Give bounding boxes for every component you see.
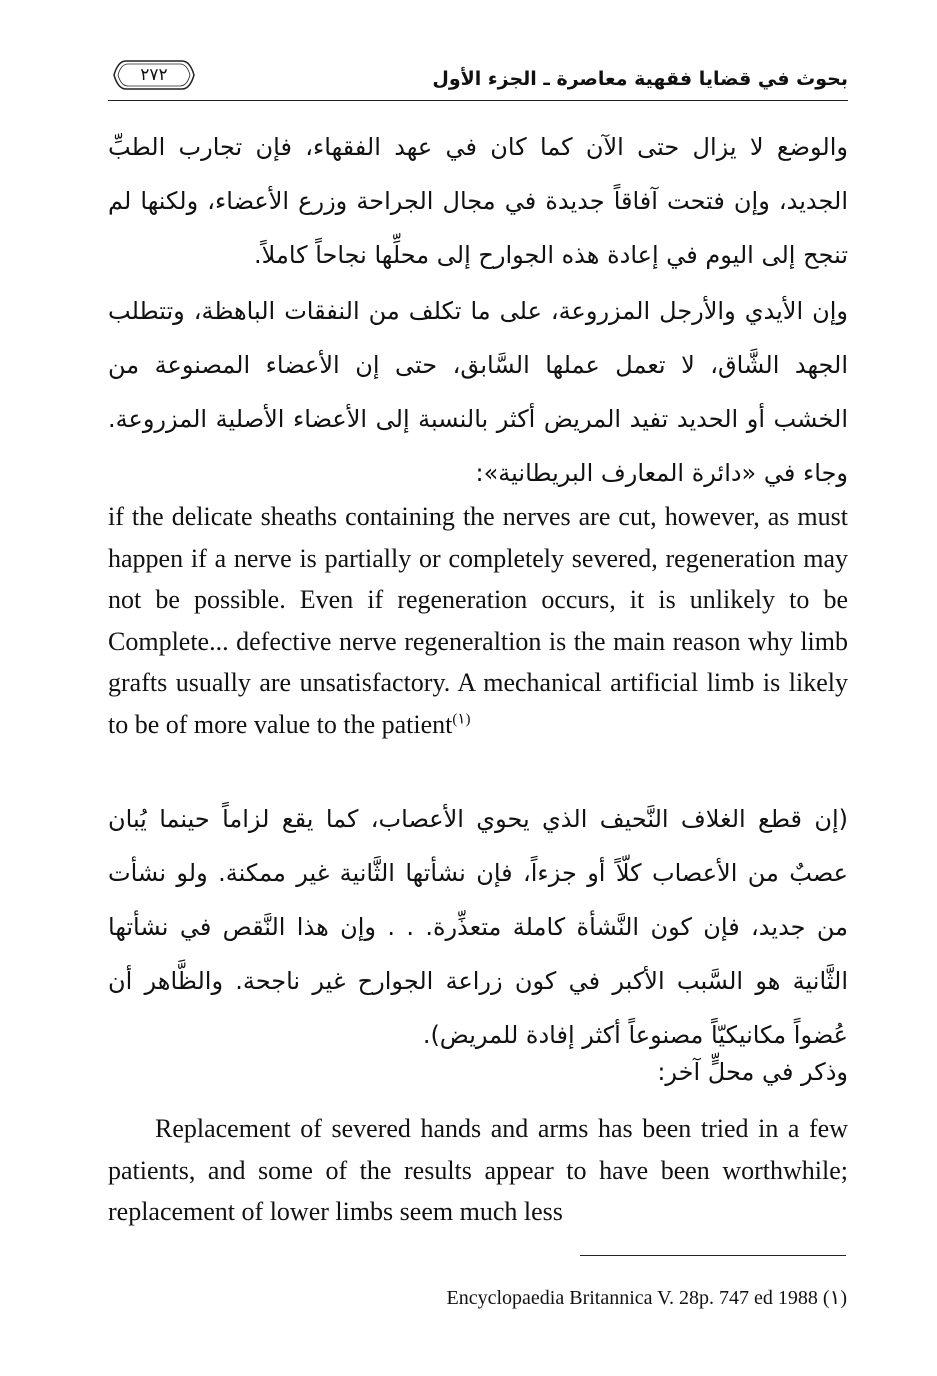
footnote-rule [580, 1255, 846, 1256]
arabic-paragraph-1: والوضع لا يزال حتى الآن كما كان في عهد الفقهاء، فإن تجارب الطبِّ الجديد، وإن فتحت آفاقاً جديدة في مجال الجراحة وزرع الأعضاء، ولكنها لم تنجح إلى اليوم في إعادة هذه الجوارح إلى محلِّها نجاحاً كاملاً. [108, 133, 848, 269]
running-title: بحوث في قضايا فقهية معاصرة ـ الجزء الأول [432, 68, 848, 90]
page-number-badge [112, 58, 196, 92]
english-quote-1 [108, 496, 848, 745]
english-quote-2: Replacement of severed hands and arms has been tried in a few patients, and some of the results appear to have been worthwhile; replacement of lower limbs seem much less [108, 1114, 848, 1226]
footnote: Encyclopaedia Britannica V. 28p. 747 ed 1988 (١) [446, 1287, 847, 1309]
english-quote-1-text: if the delicate sheaths containing the nerves are cut, however, as must happen if a nerve is partially or completely severed, regeneration may not be possible. Even if regeneration occurs, it is unlikely to be Complete... defective nerve regeneraltion is the main reason why limb grafts usually are unsatisfactory. A mechanical artificial limb is likely to be of more value to the patient [108, 502, 848, 739]
footnote-marker: (١) [452, 710, 471, 727]
page-header [108, 56, 848, 106]
page-number: ٢٧٢ [140, 65, 168, 85]
header-rule [108, 100, 848, 101]
arabic-paragraph-2: وإن الأيدي والأرجل المزروعة، على ما تكلف من النفقات الباهظة، وتتطلب الجهد الشَّاق، لا تعمل عملها السَّابق، حتى إن الأعضاء المصنوعة من الخشب أو الحديد تفيد المريض أكثر بالنسبة إلى الأعضاء الأصلية المزروعة. وجاء في «دائرة المعارف البريطانية»: [108, 297, 848, 487]
arabic-paragraph-3: (إن قطع الغلاف النَّحيف الذي يحوي الأعصاب، كما يقع لزاماً حينما يُبان عصبٌ من الأعصاب كلّاً أو جزءاً، فإن نشأتها الثَّانية غير ممكنة. ولو نشأت من جديد، فإن كون النَّشأة كاملة متعذِّرة. . . وإن هذا النَّقص في نشأتها الثَّانية هو السَّبب الأكبر في كون زراعة الجوارح غير ناجحة. والظَّاهر أن عُضواً مكانيكيّاً مصنوعاً أكثر إفادة للمريض). [108, 805, 848, 1049]
arabic-paragraph-4: وذكر في محلٍّ آخر: [657, 1058, 848, 1086]
